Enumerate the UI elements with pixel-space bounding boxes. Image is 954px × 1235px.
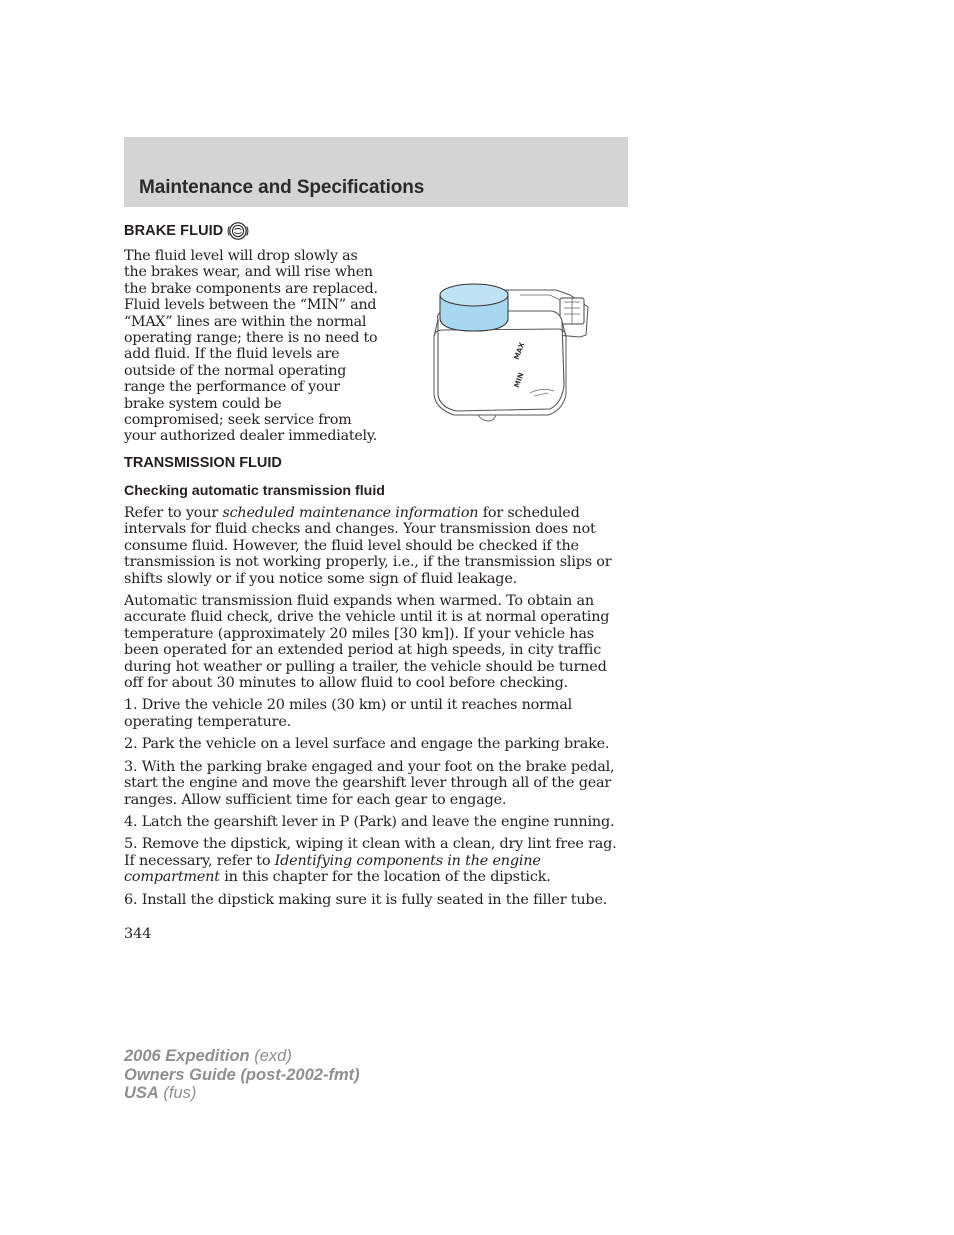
transmission-fluid-heading: TRANSMISSION FLUID xyxy=(124,455,282,471)
step-5: 5. Remove the dipstick, wiping it clean with a clean, dry lint free rag. If necessary, refer to Identifying components in the engine compartment in this chapter for the location of the dipstick. xyxy=(124,836,617,886)
min-label: MIN xyxy=(512,371,526,389)
footer-line-1: 2006 Expedition (exd) xyxy=(124,1047,292,1065)
section-header-band xyxy=(124,137,628,207)
footer-line-2: Owners Guide (post-2002-fmt) xyxy=(124,1065,360,1084)
step-4: 4. Latch the gearshift lever in P (Park) and leave the engine running. xyxy=(124,813,615,830)
brake-fluid-heading: BRAKE FLUID xyxy=(124,223,224,239)
brake-fluid-body: The fluid level will drop slowly as the brakes wear, and will rise when the brake components are replaced. Fluid levels between the “MIN” and “MAX” lines are within the normal operating range; there is no need to add fluid. If the fluid levels are outside of the normal operating range the performance of your brake system could be compromised; seek service from your authorized dealer immediately. xyxy=(124,248,378,445)
transmission-paragraph-1: Refer to your scheduled maintenance information for scheduled intervals for fluid checks and changes. Your transmission does not consume fluid. However, the fluid level should be checked if the transmission is not working properly, i.e., if the transmission slips or shifts slowly or if you notice some sign of fluid leakage. xyxy=(124,505,612,587)
step-1: 1. Drive the vehicle 20 miles (30 km) or until it reaches normal operating temperature. xyxy=(124,697,573,730)
max-label: MAX xyxy=(512,341,527,361)
step-6: 6. Install the dipstick making sure it is fully seated in the filler tube. xyxy=(124,891,608,908)
document-footer xyxy=(124,1047,360,1103)
checking-transmission-fluid-subheading: Checking automatic transmission fluid xyxy=(124,483,385,499)
step-3: 3. With the parking brake engaged and your foot on the brake pedal, start the engine and move the gearshift lever through all of the gear ranges. Allow sufficient time for each gear to engage. xyxy=(124,758,615,808)
brake-fluid-warning-icon xyxy=(227,221,249,241)
transmission-paragraph-2: Automatic transmission fluid expands when warmed. To obtain an accurate fluid check, drive the vehicle until it is at normal operating temperature (approximately 20 miles [30 km]). If your vehicle has been operated for an extended period at high speeds, in city traffic during hot weather or pulling a trailer, the vehicle should be turned off for about 30 minutes to allow fluid to cool before checking. xyxy=(124,593,610,692)
page-content xyxy=(124,220,629,908)
brake-fluid-section xyxy=(124,248,629,444)
step-2: 2. Park the vehicle on a level surface and engage the parking brake. xyxy=(124,736,610,753)
engine-compartment-reference: Identifying components in the engine compartment xyxy=(124,852,541,886)
scheduled-maintenance-reference: scheduled maintenance information xyxy=(222,505,479,521)
section-title: Maintenance and Specifications xyxy=(139,177,425,198)
brake-fluid-reservoir-illustration xyxy=(430,275,590,435)
brake-fluid-heading-row xyxy=(124,220,629,242)
footer-line-3: USA (fus) xyxy=(124,1084,197,1102)
page-number: 344 xyxy=(124,926,152,942)
